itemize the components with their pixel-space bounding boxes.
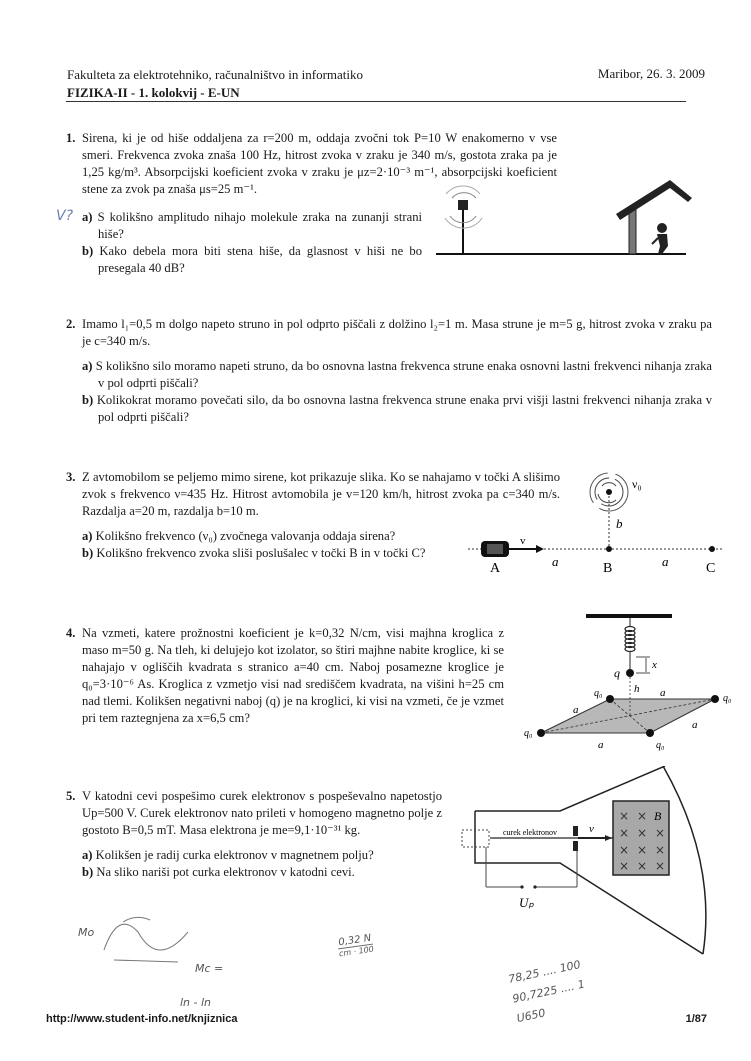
problem-text: Z avtomobilom se peljemo mimo sirene, kot prikazuje slika. Ko se nahajamo v točki A slišimo zvok s frekvenco ν=435 Hz. Hitrost avtomobila je v=120 km/h, hitrost zvoka pa c=340 m/s. Razdalja a=20 m, razdalja b=10 m. [82, 470, 560, 518]
svg-text:q₀: q₀ [723, 693, 732, 704]
problem-5 [66, 788, 442, 881]
handwritten-calculations: 78,25 .... 100 90,7225 .... 1 U650 [507, 957, 586, 1026]
spring-icon [625, 627, 635, 652]
svg-text:q₀: q₀ [656, 740, 665, 751]
handwritten-fraction: 0,32 N cm · 100 [337, 932, 375, 959]
svg-text:B: B [603, 561, 613, 576]
velocity-arrow [536, 545, 544, 553]
handwritten-label-right: Mc = [195, 962, 224, 975]
svg-text:×: × [637, 826, 648, 840]
doppler-diagram [466, 468, 732, 576]
person-icon [657, 223, 667, 233]
svg-text:curek elektronov: curek elektronov [503, 828, 557, 837]
svg-text:×: × [655, 843, 666, 857]
problem-text: Sirena, ki je od hiše oddaljena za r=200 m, oddaja zvočni tok P=10 W enakomerno v vse smeri. Frekvenca zvoka znaša 100 Hz, hitrost zvoka v zraku je 340 m/s, gostota zraka pa je 1,25 kg/m³. Absorpcijski koeficient zvoka v zraku je μz=2·10⁻³ m⁻¹, absorpcijski koeficient stene za zvok pa znaša μs=25 m⁻¹. [82, 131, 557, 196]
svg-text:C: C [706, 561, 716, 576]
svg-text:×: × [637, 859, 648, 873]
svg-text:×: × [637, 843, 648, 857]
siren-point [606, 489, 612, 495]
svg-text:q: q [614, 666, 620, 680]
handwritten-note-bottom: ln - ln [180, 996, 212, 1009]
siren-icon [458, 200, 468, 210]
svg-text:a: a [662, 554, 669, 569]
svg-text:a: a [660, 687, 666, 699]
svg-text:×: × [655, 859, 666, 873]
ceiling [586, 614, 672, 618]
handwritten-margin-note: V? [56, 208, 74, 224]
part-a: a) S kolikšno silo moramo napeti struno, da bo osnovna lastna frekvenca strune enaka osnovni lastni frekvenci nihanja zraka v pol odprti piščali? [82, 359, 712, 390]
problem-2 [66, 316, 712, 426]
svg-text:B⃗: B⃗ [654, 809, 671, 823]
problem-number: 2. [66, 317, 76, 331]
part-b: b) Kolikšno frekvenco zvoka sliši poslušalec v točki B in v točki C? [82, 546, 426, 560]
problem-number: 1. [66, 131, 76, 145]
svg-text:x: x [652, 659, 657, 671]
problem-number: 4. [66, 626, 76, 640]
svg-text:q₀: q₀ [524, 728, 533, 739]
place-date: Maribor, 26. 3. 2009 [597, 66, 705, 81]
svg-text:A: A [490, 561, 501, 576]
problem-text: Imamo l₁=0,5 m dolgo napeto struno in pol odprto piščali z dolžino l₂=1 m. Masa strune je m=5 g, hitrost zvoka v zraku pa je c=340 m/s. [82, 317, 712, 348]
cathode-tube-diagram [455, 766, 720, 966]
problem-text: V katodni cevi pospešimo curek elektronov s pospeševalno napetostjo Up=500 V. Curek elektronov nato prileti v homogeno magnetno polje z gostoto B=0,5 mT. Masa elektrona je me=9,1·10⁻³¹ kg. [82, 789, 442, 837]
problem-1-parts [82, 203, 422, 277]
part-b: b) Na sliko nariši pot curka elektronov v katodni cevi. [82, 865, 355, 879]
svg-text:a: a [573, 704, 579, 716]
problem-number: 3. [66, 470, 76, 484]
svg-text:Uₚ: Uₚ [519, 895, 534, 910]
svg-text:h: h [634, 683, 640, 695]
svg-text:×: × [619, 859, 630, 873]
svg-text:×: × [619, 826, 630, 840]
handwritten-sketch [78, 910, 188, 970]
header-divider [66, 101, 686, 102]
spring-charges-diagram [510, 608, 740, 753]
svg-text:v: v [520, 535, 526, 547]
problem-4 [66, 625, 504, 727]
svg-text:×: × [637, 809, 648, 823]
part-b: b) Kako debela mora biti stena hiše, da glasnost v hiši ne bo presegala 40 dB? [82, 244, 422, 275]
svg-text:ν₀: ν₀ [632, 477, 642, 491]
part-b: b) Kolikokrat moramo povečati silo, da bo osnovna lastna frekvenca strune enaka prvi višji lastni frekvenci nihanja zraka v pol odprti piščali? [82, 393, 712, 424]
house-wall [629, 210, 636, 254]
svg-text:×: × [619, 809, 630, 823]
svg-text:v⃗: v⃗ [589, 823, 603, 835]
footer-url: http://www.student-info.net/knjiznica [46, 1013, 238, 1025]
svg-text:a: a [692, 719, 698, 731]
svg-text:b: b [616, 516, 623, 531]
part-a: a) Kolikšno frekvenco (ν₀) zvočnega valovanja oddaja sirena? [82, 529, 396, 543]
exam-title: FIZIKA-II - 1. kolokvij - E-UN [67, 85, 240, 100]
svg-text:a: a [598, 739, 604, 751]
svg-text:×: × [655, 826, 666, 840]
svg-text:q₀: q₀ [594, 688, 603, 699]
svg-text:×: × [619, 843, 630, 857]
svg-text:a: a [552, 554, 559, 569]
siren-house-diagram [430, 178, 720, 260]
part-a: a) S kolikšno amplitudo nihajo molekule zraka na zunanji strani hiše? [82, 210, 422, 241]
faculty-name: Fakulteta za elektrotehniko, računalništvo in informatiko [67, 67, 364, 82]
handwritten-label-left: Mo [78, 926, 95, 939]
problem-text: Na vzmeti, katere prožnostni koeficient je k=0,32 N/cm, visi majhna kroglica z maso m=50 g. Na tleh, ki delujejo kot izolator, so štiri majhne nabite kroglice, ki se nahajajo v ogliščih kvadrata s stranico a=40 cm. Naboj posamezne kroglice je q₀=3·10⁻⁶ As. Kroglica z vzmetjo visi nad središčem kvadrata, na višini h=25 cm nad tlemi. Kolikšen negativni naboj (q) je na kroglici, ki visi na vzmeti, če je vzmet pri tem raztegnjena za x=6,5 cm? [82, 626, 504, 725]
problem-number: 5. [66, 789, 76, 803]
document-header [67, 66, 363, 102]
house-roof [616, 180, 692, 220]
page-number: 1/87 [685, 1013, 707, 1025]
part-a: a) Kolikšen je radij curka elektronov v magnetnem polju? [82, 848, 374, 862]
